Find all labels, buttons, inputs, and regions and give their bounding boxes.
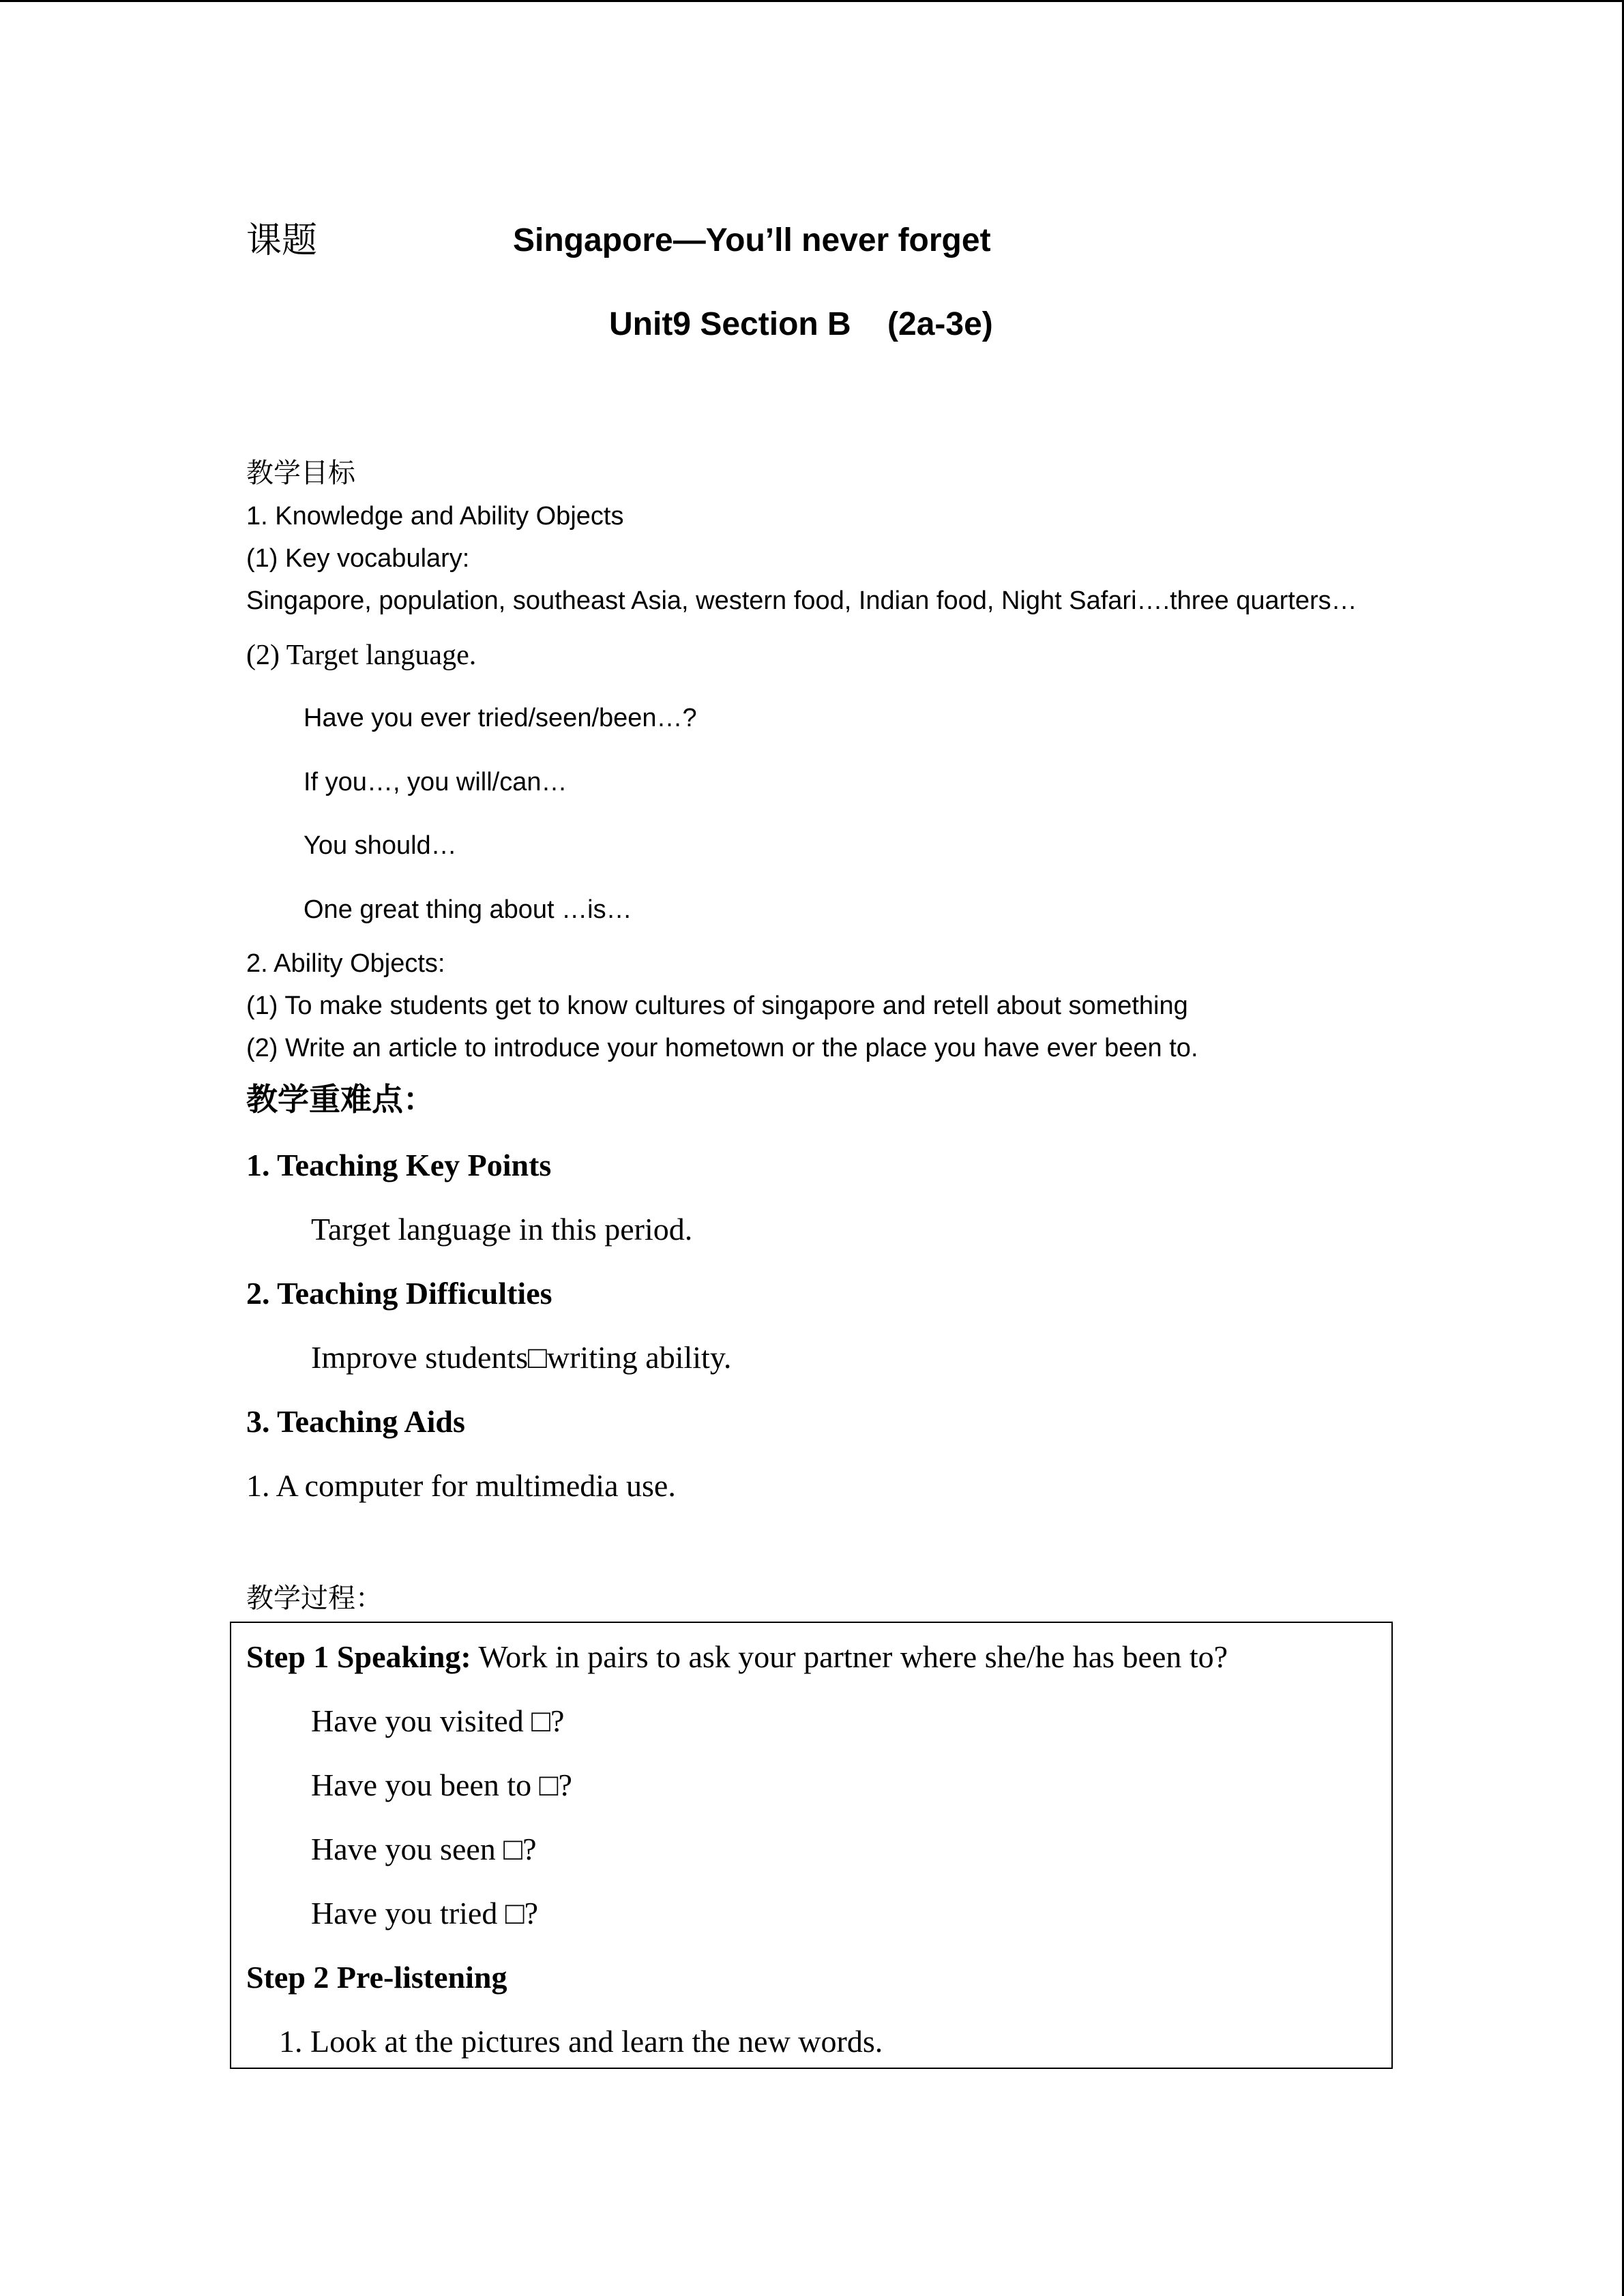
- ability-heading: 2. Ability Objects:: [246, 949, 445, 978]
- ability-item: (2) Write an article to introduce your hometown or the place you have ever been to.: [246, 1034, 1198, 1062]
- lesson-title: Singapore—You’ll never forget: [513, 222, 991, 258]
- teaching-key-points-text: Target language in this period.: [311, 1212, 693, 1247]
- top-border-line: [0, 0, 1624, 2]
- process-heading: 教学过程：: [246, 1583, 383, 1614]
- step2-label: Step 2 Pre-listening: [246, 1960, 507, 1995]
- step1-line: [246, 1641, 1228, 1673]
- step1-question: Have you visited □?: [311, 1703, 565, 1738]
- teaching-key-points-heading: 1. Teaching Key Points: [246, 1148, 552, 1182]
- objectives-heading: 教学目标: [246, 458, 355, 489]
- teaching-aids-text: 1. A computer for multimedia use.: [246, 1468, 676, 1503]
- teaching-aids-heading: 3. Teaching Aids: [246, 1404, 465, 1439]
- teaching-difficulties-text: Improve students□writing ability.: [311, 1340, 732, 1375]
- step1-question: Have you seen □?: [311, 1832, 537, 1866]
- ability-item: (1) To make students get to know cultures of singapore and retell about something: [246, 992, 1188, 1020]
- target-language-label: (2) Target language.: [246, 640, 477, 671]
- lesson-label: 课题: [246, 220, 318, 261]
- step2-item: 1. Look at the pictures and learn the new words.: [279, 2024, 883, 2059]
- key-vocab-label: (1) Key vocabulary:: [246, 544, 470, 573]
- step1-question: Have you been to □?: [311, 1768, 572, 1802]
- target-sentence: Have you ever tried/seen/been…?: [304, 704, 697, 732]
- target-sentence: If you…, you will/can…: [304, 768, 567, 796]
- step1-label: Step 1 Speaking:: [246, 1639, 471, 1674]
- target-sentence: One great thing about …is…: [304, 895, 632, 924]
- teaching-difficulties-heading: 2. Teaching Difficulties: [246, 1276, 552, 1311]
- lesson-subtitle: Unit9 Section B (2a-3e): [609, 306, 993, 342]
- step1-question: Have you tried □?: [311, 1896, 539, 1930]
- step1-text: Work in pairs to ask your partner where she/he has been to?: [471, 1639, 1228, 1674]
- key-points-heading: 教学重难点：: [246, 1081, 434, 1118]
- key-vocab-list: Singapore, population, southeast Asia, western food, Indian food, Night Safari….three quarters…: [246, 586, 1357, 615]
- knowledge-heading: 1. Knowledge and Ability Objects: [246, 502, 624, 531]
- target-sentence: You should…: [304, 831, 457, 860]
